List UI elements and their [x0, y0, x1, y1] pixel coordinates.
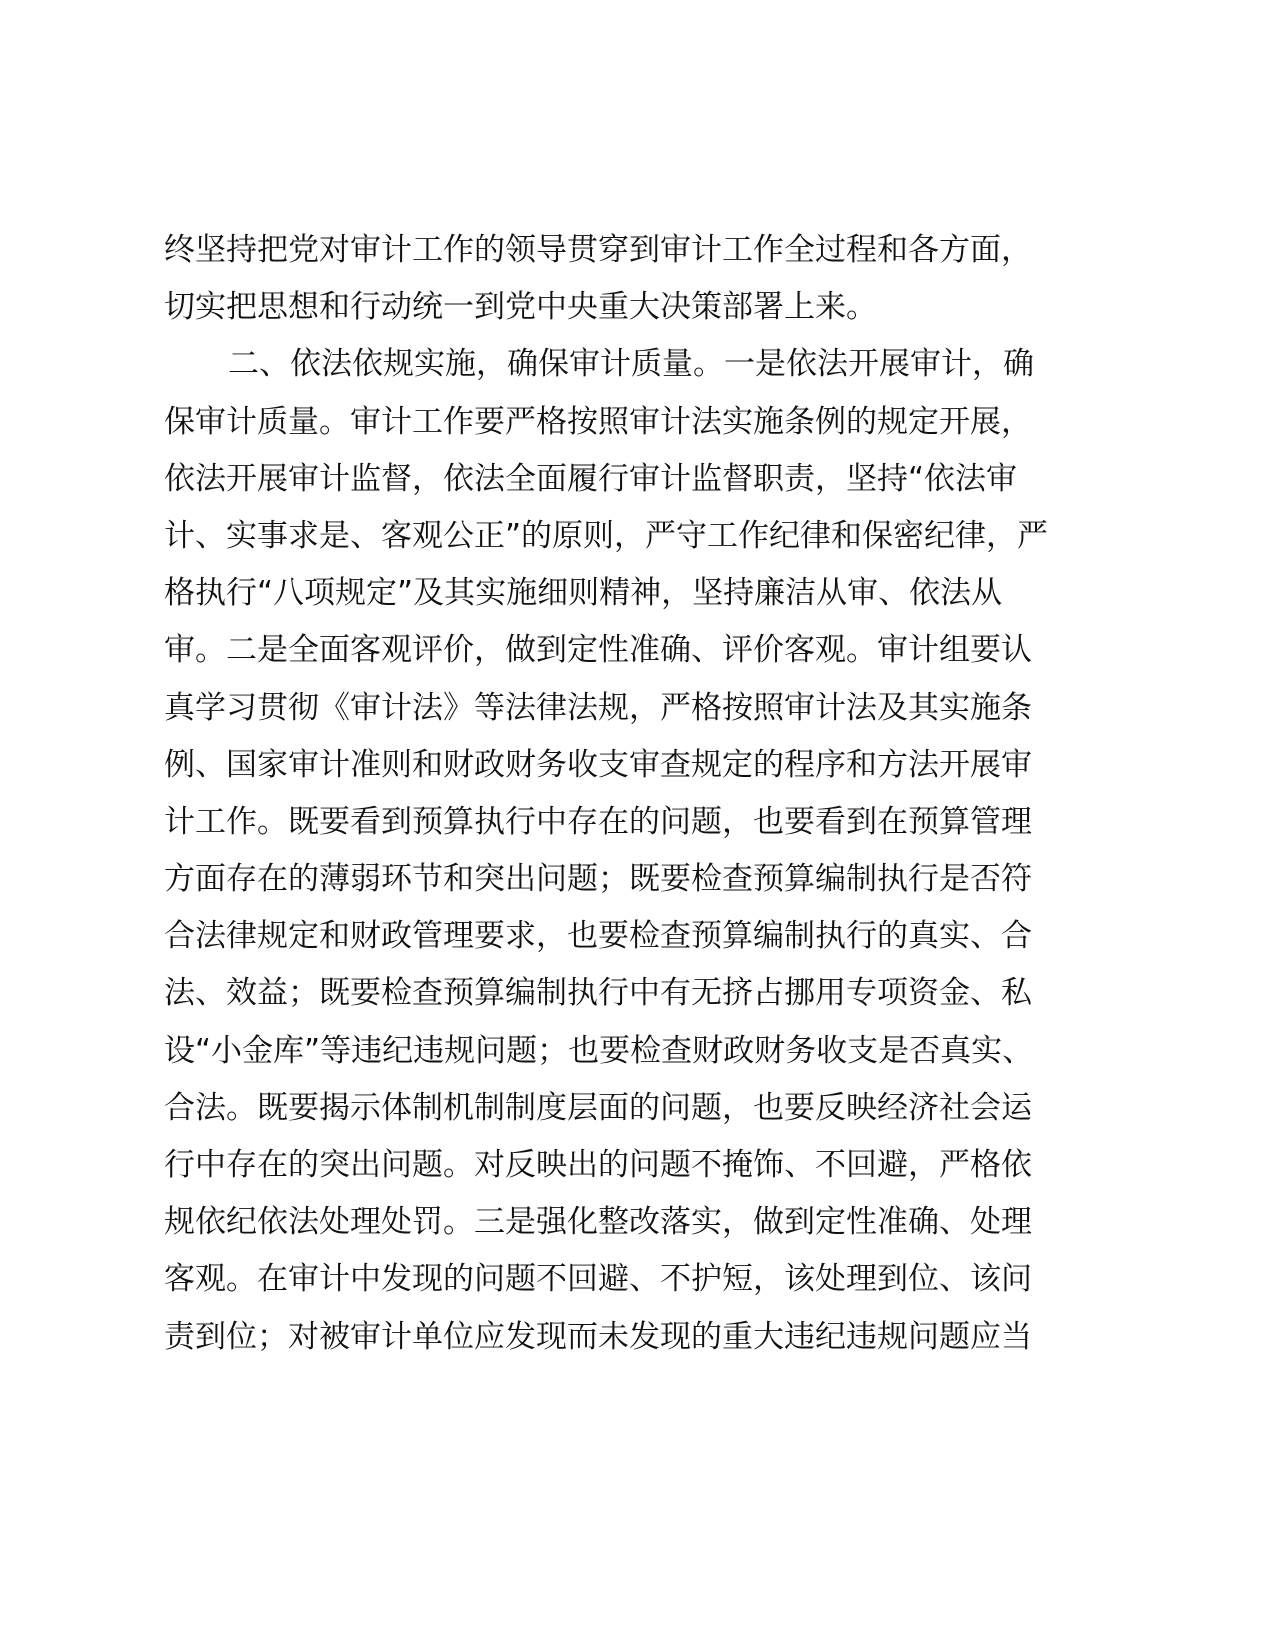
text-line: 切实把思想和行动统一到党中央重大决策部署上来。	[164, 289, 877, 326]
text-line: 规依纪依法处理处罚。三是强化整改落实，做到定性准确、处理	[164, 1204, 1032, 1241]
text-line: 例、国家审计准则和财政财务收支审查规定的程序和方法开展审	[164, 746, 1032, 783]
text-line: 保审计质量。审计工作要严格按照审计法实施条例的规定开展，	[164, 403, 1032, 440]
text-line: 终坚持把党对审计工作的领导贯穿到审计工作全过程和各方面，	[164, 232, 1032, 268]
text-line: 客观。在审计中发现的问题不回避、不护短，该处理到位、该问	[164, 1261, 1032, 1298]
text-line: 合法。既要揭示体制机制制度层面的问题，也要反映经济社会运	[164, 1089, 1032, 1126]
section-heading-line: 二、依法依规实施，确保审计质量。一是依法开展审计，确	[228, 346, 1034, 383]
text-line: 计、实事求是、客观公正”的原则，严守工作纪律和保密纪律，严	[164, 517, 1049, 554]
text-line: 格执行“八项规定”及其实施细则精神，坚持廉洁从审、依法从	[164, 575, 1003, 612]
text-line: 行中存在的突出问题。对反映出的问题不掩饰、不回避，严格依	[164, 1147, 1032, 1183]
text-line: 责到位；对被审计单位应发现而未发现的重大违纪违规问题应当	[164, 1318, 1032, 1355]
text-line: 计工作。既要看到预算执行中存在的问题，也要看到在预算管理	[164, 803, 1032, 840]
text-line: 方面存在的薄弱环节和突出问题；既要检查预算编制执行是否符	[164, 861, 1032, 898]
text-line: 审。二是全面客观评价，做到定性准确、评价客观。审计组要认	[164, 632, 1032, 669]
text-line: 法、效益；既要检查预算编制执行中有无挤占挪用专项资金、私	[164, 975, 1032, 1012]
text-line: 合法律规定和财政管理要求，也要检查预算编制执行的真实、合	[164, 918, 1032, 955]
text-line: 设“小金库”等违纪违规问题；也要检查财政财务收支是否真实、	[164, 1032, 1034, 1069]
text-line: 依法开展审计监督，依法全面履行审计监督职责，坚持“依法审	[164, 460, 1018, 497]
text-line: 真学习贯彻《审计法》等法律法规，严格按照审计法及其实施条	[164, 689, 1032, 726]
body-text	[164, 222, 1104, 1366]
